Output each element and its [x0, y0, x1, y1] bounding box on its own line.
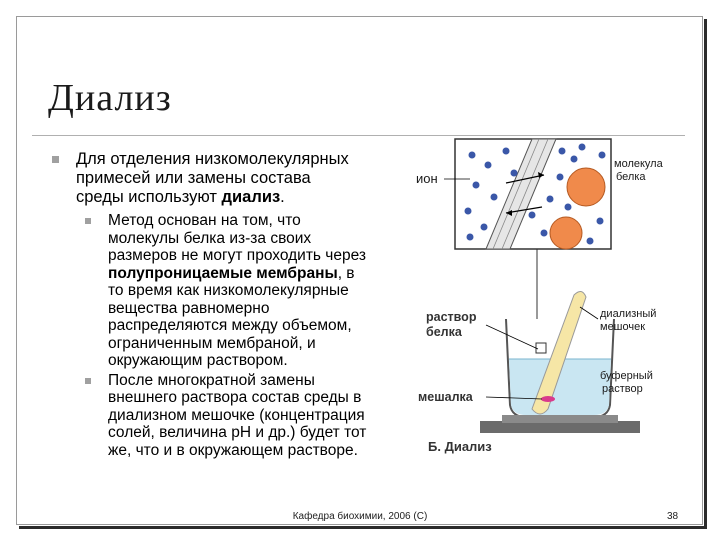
- text-line: внешнего раствора состав среды в: [108, 389, 362, 406]
- text-line: Для отделения низкомолекулярных: [76, 150, 349, 168]
- text-line: окружающим раствором.: [108, 352, 288, 369]
- stir-bar: [541, 396, 555, 402]
- label-buffer-solution: буферный: [600, 370, 653, 382]
- label-buffer-solution: раствор: [602, 383, 643, 395]
- square-bullet-icon: [85, 378, 91, 384]
- slide-footer: Кафедра биохимии, 2006 (C): [292, 511, 428, 522]
- bold-term-membranes: полупроницаемые мембраны: [108, 264, 338, 282]
- label-molecule: белка: [616, 171, 646, 183]
- text-span: среды используют: [76, 188, 222, 206]
- sub-bullet-method: [48, 212, 418, 370]
- text-line: вещества равномерно: [108, 299, 270, 317]
- label-stirrer: мешалка: [418, 390, 473, 404]
- bullet-dialysis-purpose: [48, 150, 418, 207]
- text-line: то время как низкомолекулярные: [108, 282, 349, 299]
- title-divider: [32, 135, 685, 136]
- label-protein-solution: белка: [426, 325, 462, 339]
- text-line: диализном мешочке (концентрация: [108, 406, 365, 424]
- text-line: [76, 188, 418, 207]
- label-ion: ион: [416, 171, 438, 186]
- protein-molecule: [550, 217, 582, 249]
- zoom-marker: [536, 343, 546, 353]
- text-line: ограниченным мембраной, и: [108, 334, 316, 352]
- label-dialysis-bag: мешочек: [600, 321, 646, 333]
- text-line: распределяются между объемом,: [108, 317, 352, 334]
- text-line: солей, величина pH и др.) будет тот: [108, 424, 367, 441]
- dialysis-diagram: [414, 137, 682, 457]
- text-line: После многократной замены: [108, 371, 315, 389]
- bold-term-dialysis: диализ: [221, 188, 281, 206]
- text-line: [108, 265, 418, 283]
- label-protein-solution: раствор: [426, 310, 477, 324]
- figure-caption: Б. Диализ: [428, 439, 492, 454]
- slide-body: [48, 150, 418, 459]
- text-span: , в: [337, 264, 355, 282]
- text-line: размеров не могут проходить через: [108, 247, 367, 264]
- text-line: же, что и в окружающем растворе.: [108, 441, 358, 459]
- protein-molecule: [567, 168, 605, 206]
- text-line: примесей или замены состава: [76, 169, 311, 187]
- label-molecule: молекула: [614, 158, 663, 170]
- text-span: .: [280, 188, 285, 206]
- label-dialysis-bag: диализный: [600, 308, 657, 320]
- text-line: молекулы белка из-за своих: [108, 229, 312, 247]
- sub-bullet-result: [48, 372, 418, 460]
- dialysis-illustration: [414, 137, 682, 457]
- page-number: 38: [667, 511, 679, 522]
- square-bullet-icon: [85, 218, 91, 224]
- square-bullet-icon: [52, 156, 59, 163]
- page-title: Диализ: [48, 77, 172, 119]
- text-line: Метод основан на том, что: [108, 212, 301, 229]
